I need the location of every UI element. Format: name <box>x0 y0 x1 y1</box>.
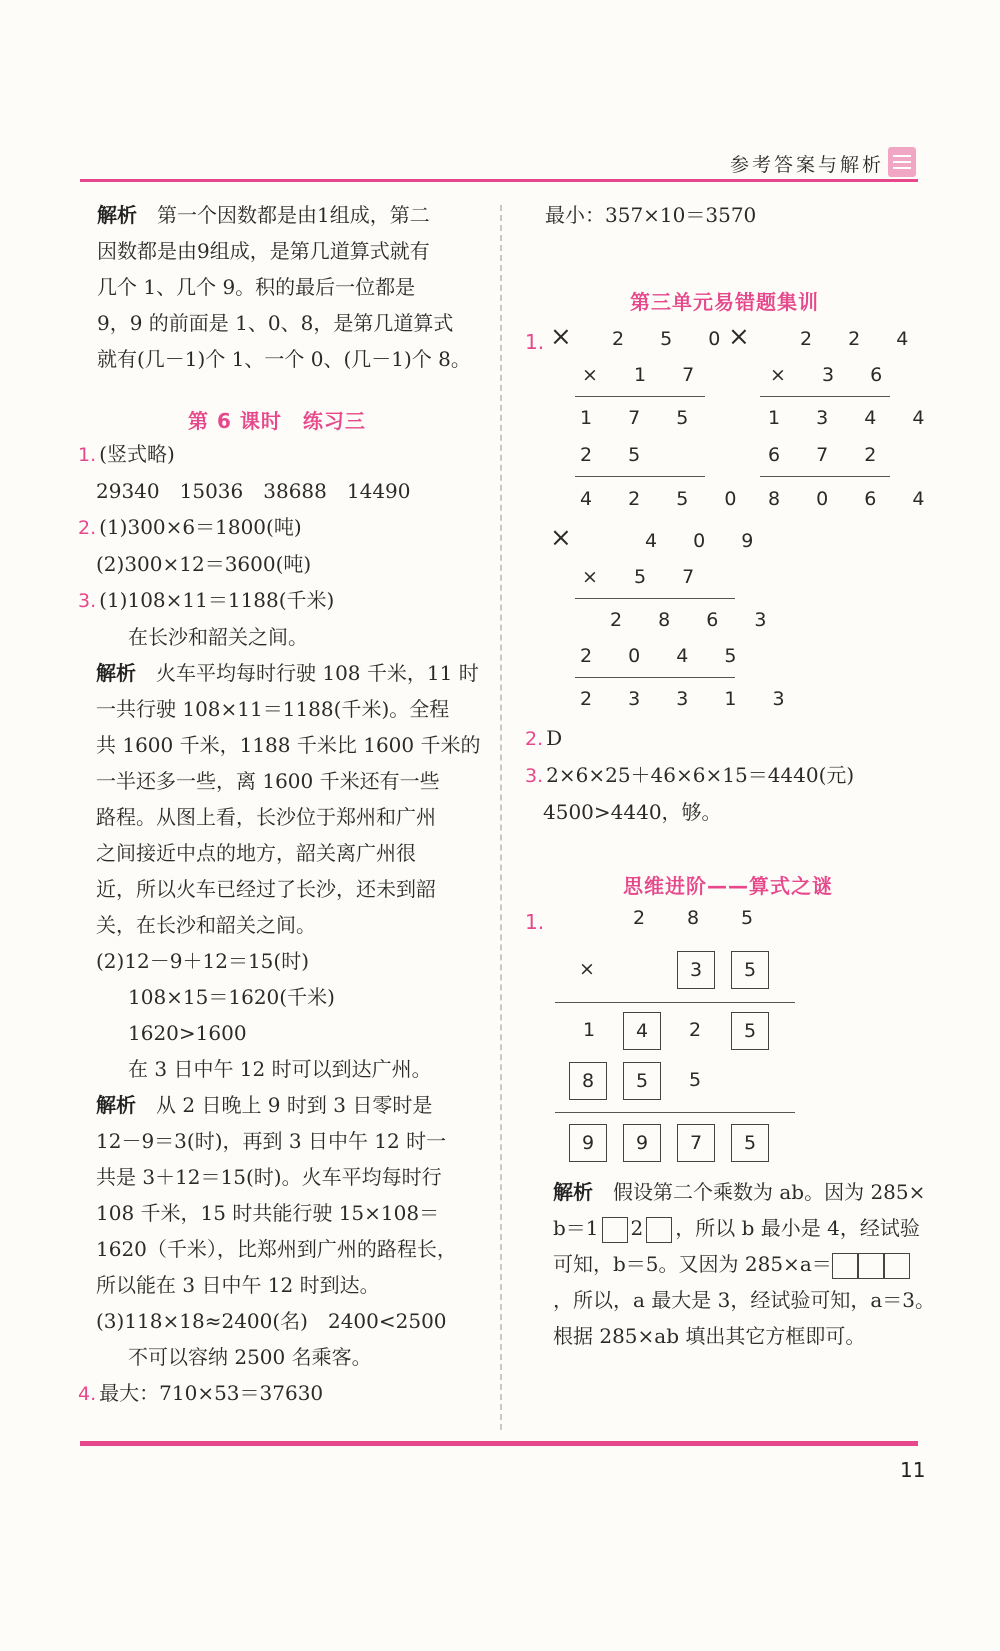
question-number: 1. <box>78 444 97 466</box>
question-number: 1. <box>525 910 545 934</box>
puzzle-digit: 2 <box>632 907 646 929</box>
calc-c-partial2: 2 0 4 5 <box>580 645 752 667</box>
analysis-line: 火车平均每时行驶 108 千米，11 时 <box>156 661 479 685</box>
section-title-thinking: 思维进阶——算式之谜 <box>623 874 833 898</box>
column-divider <box>500 205 502 1430</box>
calc-a-partial1: 1 7 5 <box>580 407 704 429</box>
puzzle-digit: 2 <box>688 1019 702 1041</box>
blank-box <box>858 1253 884 1279</box>
question-number: 2. <box>525 728 544 750</box>
calc-c-result: 2 3 3 1 3 <box>580 688 800 710</box>
analysis-text: ，所以 b 最小是 4，经试验 <box>675 1216 920 1240</box>
q1-text: (竖式略) <box>99 442 175 466</box>
puzzle-box: 9 <box>569 1124 607 1162</box>
analysis-line: 12－9＝3(时)，再到 3 日中午 12 时一 <box>96 1129 447 1153</box>
analysis-text: 2 <box>630 1216 644 1240</box>
puzzle-line <box>555 1002 795 1003</box>
analysis-line: 假设第二个乘数为 ab。因为 285× <box>613 1180 926 1204</box>
question-number: 3. <box>525 765 544 787</box>
question-number: 2. <box>78 517 97 539</box>
analysis-line: 几个 1、几个 9。积的最后一位都是 <box>97 275 416 299</box>
analysis-label: 解析 <box>97 203 137 227</box>
analysis-line: 根据 285×ab 填出其它方框即可。 <box>553 1324 866 1348</box>
analysis-text: 可知，b＝5。又因为 285×a＝ <box>553 1252 832 1276</box>
analysis-line: 就有(几－1)个 1、一个 0、(几－1)个 8。 <box>97 347 471 371</box>
analysis-line: 一共行驶 108×11＝1188(千米)。全程 <box>96 697 450 721</box>
analysis-line: 一半还多一些，离 1600 千米还有一些 <box>96 769 440 793</box>
puzzle-box: 3 <box>677 951 715 989</box>
wrong-mark-icon: × <box>550 322 572 352</box>
header-divider <box>80 179 918 182</box>
puzzle-box: 9 <box>623 1124 661 1162</box>
question-number: 3. <box>78 590 97 612</box>
calc-a-partial2: 2 5 <box>580 444 656 466</box>
q3-line2: 4500>4440，够。 <box>543 800 722 824</box>
q3-part2-line: 108×15＝1620(千米) <box>128 985 335 1009</box>
calc-c-partial1: 2 8 6 3 <box>610 609 782 631</box>
right-answers-2-3 <box>525 720 925 830</box>
blank-box <box>884 1253 910 1279</box>
analysis-line: 108 千米，15 时共能行驶 15×108＝ <box>96 1201 440 1225</box>
analysis-line: 共 1600 千米，1188 千米比 1600 千米的 <box>96 733 481 757</box>
wrong-mark-icon: × <box>728 322 750 352</box>
q3-part3-line1: (3)118×18≈2400(名) 2400<2500 <box>96 1309 447 1333</box>
q2-line1: (1)300×6＝1800(吨) <box>99 515 302 539</box>
q2-line2: (2)300×12＝3600(吨) <box>96 552 312 576</box>
puzzle-digit: 5 <box>688 1069 702 1091</box>
left-intro-analysis <box>97 197 487 377</box>
q3-part2-line: 1620>1600 <box>128 1021 247 1045</box>
section-title-unit3: 第三单元易错题集训 <box>630 290 819 314</box>
blank-box <box>646 1217 672 1243</box>
blank-box <box>832 1253 858 1279</box>
calc-b-line <box>760 476 890 477</box>
left-answers <box>78 436 488 1412</box>
puzzle-line <box>555 1112 795 1113</box>
footer-divider <box>80 1441 918 1446</box>
analysis-line: ，所以，a 最大是 3，经试验可知，a＝3。 <box>553 1288 936 1312</box>
analysis-text: b＝1 <box>553 1216 599 1240</box>
puzzle-digit: 5 <box>740 907 754 929</box>
puzzle-analysis <box>553 1174 936 1354</box>
calc-a-line <box>575 396 705 397</box>
calc-a-row2: × 1 7 <box>582 364 710 386</box>
puzzle-box: 5 <box>623 1062 661 1100</box>
calc-c-line <box>575 677 735 678</box>
q3-part2-line: (2)12－9＋12＝15(时) <box>96 949 310 973</box>
puzzle-box: 8 <box>569 1062 607 1100</box>
question-number: 1. <box>525 330 545 354</box>
q3-part3-line2: 不可以容纳 2500 名乘客。 <box>128 1345 372 1369</box>
book-icon <box>888 147 916 177</box>
q3-part2-line: 在 3 日中午 12 时可以到达广州。 <box>128 1057 432 1081</box>
q4-text: 最大：710×53＝37630 <box>99 1381 324 1405</box>
analysis-line: 共是 3＋12＝15(时)。火车平均每时行 <box>96 1165 442 1189</box>
analysis-line: 路程。从图上看，长沙位于郑州和广州 <box>96 805 436 829</box>
calc-b-partial2: 6 7 2 <box>768 444 892 466</box>
q1-answers: 29340 15036 38688 14490 <box>96 479 411 503</box>
calc-b-result: 8 0 6 4 <box>768 488 940 510</box>
puzzle-times: × <box>579 958 595 980</box>
calc-a-row1: 2 5 0 <box>612 328 736 350</box>
puzzle-box: 7 <box>677 1124 715 1162</box>
analysis-line: 近，所以火车已经过了长沙，还未到韶 <box>96 877 436 901</box>
analysis-line: 之间接近中点的地方，韶关离广州很 <box>96 841 416 865</box>
header-title: 参考答案与解析 <box>730 154 885 176</box>
analysis-label: 解析 <box>96 1093 136 1117</box>
analysis-line: 因数都是由9组成，是第几道算式就有 <box>97 239 430 263</box>
calc-b-row2: × 3 6 <box>770 364 898 386</box>
q3-line2: 在长沙和韶关之间。 <box>128 625 308 649</box>
q3-line1: 2×6×25＋46×6×15＝4440(元) <box>546 763 855 787</box>
calc-c-line <box>575 598 735 599</box>
calc-b-line <box>760 396 890 397</box>
analysis-line: 所以能在 3 日中午 12 时到达。 <box>96 1273 380 1297</box>
analysis-line: 9，9 的前面是 1、0、8，是第几道算式 <box>97 311 454 335</box>
analysis-label: 解析 <box>96 661 136 685</box>
puzzle-box: 4 <box>623 1012 661 1050</box>
question-number: 4. <box>78 1383 97 1405</box>
puzzle-box: 5 <box>731 1124 769 1162</box>
analysis-line: 从 2 日晚上 9 时到 3 日零时是 <box>156 1093 433 1117</box>
page-number: 11 <box>900 1458 926 1482</box>
section-title-lesson6: 第 6 课时 练习三 <box>188 409 366 433</box>
analysis-line: 关，在长沙和韶关之间。 <box>96 913 316 937</box>
blank-box <box>602 1217 628 1243</box>
analysis-label: 解析 <box>553 1180 593 1204</box>
analysis-line: 1620（千米），比郑州到广州的路程长， <box>96 1237 457 1261</box>
q2-answer: D <box>546 726 563 750</box>
analysis-line: 第一个因数都是由1组成，第二 <box>157 203 430 227</box>
puzzle-box: 5 <box>731 951 769 989</box>
calc-b-row1: 2 2 4 <box>800 328 924 350</box>
wrong-mark-icon: × <box>550 523 572 553</box>
puzzle-digit: 1 <box>582 1019 596 1041</box>
calc-a-result: 4 2 5 0 <box>580 488 752 510</box>
calc-c-row1: 4 0 9 <box>645 530 769 552</box>
puzzle-digit: 8 <box>686 907 700 929</box>
calc-c-row2: × 5 7 <box>582 566 710 588</box>
min-answer-line: 最小：357×10＝3570 <box>545 203 757 227</box>
calc-b-partial1: 1 3 4 4 <box>768 407 940 429</box>
calc-a-line <box>575 476 705 477</box>
puzzle-box: 5 <box>731 1012 769 1050</box>
q3-line1: (1)108×11＝1188(千米) <box>99 588 335 612</box>
